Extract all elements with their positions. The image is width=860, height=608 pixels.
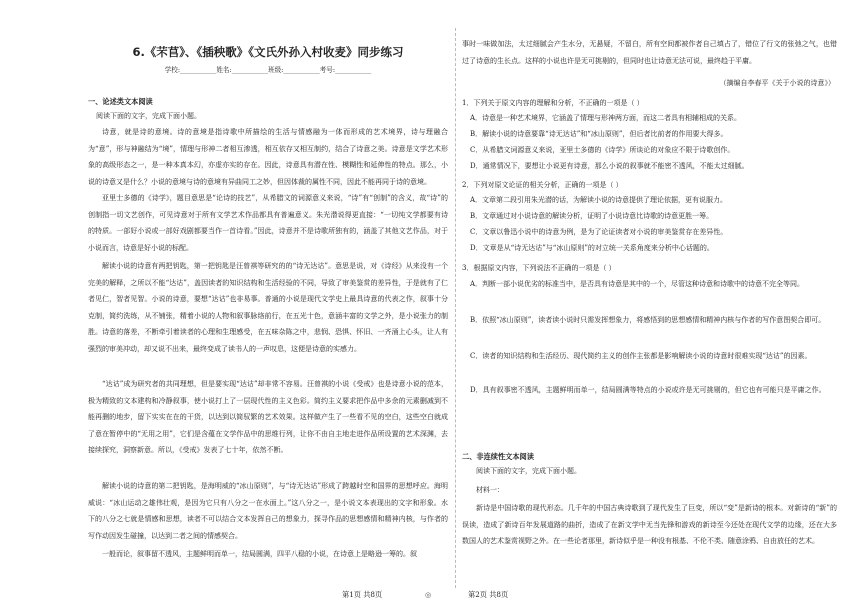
question-1-option-c: C．从希腊文词源意义来说，亚里士多德的《诗学》所谈论的对象应不限于诗歌创作。 [470, 146, 735, 154]
question-1-option-d: D．通常情况下，要想让小说更有诗意，那么小说的叙事就不能密不透风，不能太过细腻。 [470, 162, 749, 170]
article-source: （摘编自李春平《关于小说的诗意》） [719, 79, 835, 87]
section-2-instruction: 阅读下面的文字，完成下面小题。 [476, 467, 581, 475]
question-2-option-a: A．文章第二段引用朱光潜的话，为解读小说的诗意提供了理论依据，更有说服力。 [470, 196, 728, 204]
article-paragraph-6: 一般而论，叙事留不透风，主题鲜明而单一，结局圆满，四平八稳的小说，在诗意上是略逊一筹的。叙 [102, 550, 417, 558]
page-title: 6.《芣苢》、《插秧歌》《文氏外孙入村收麦》同步练习 [132, 45, 404, 59]
section-1-heading: 一、论述类文本阅读 [88, 97, 153, 106]
section-1-instruction: 阅读下面的文字，完成下面小题。 [96, 112, 201, 120]
page-divider [455, 28, 456, 588]
material-1-label: 材料一： [476, 486, 504, 494]
question-3-stem: 3．根据原文内容，下列说法不正确的一项是（ ） [462, 264, 616, 272]
question-3-option-b: B．依照“冰山原则”，读者读小说时只需发挥想象力，将感悟到的思想感情和精神内核与作者的写作意图契合即可。 [470, 316, 826, 324]
question-3-option-a: A．判断一部小说优劣的标准当中，是否具有诗意是其中的一个，尽管这种诗意和诗歌中的诗意不完全等同。 [470, 280, 805, 288]
question-1-option-a: A．诗意是一种艺术境界，它涵盖了情理与形神两方面，而这二者具有相辅相成的关系。 [470, 114, 742, 122]
section-2-heading: 二、非连续性文本阅读 [462, 452, 534, 461]
question-1-option-b: B．解读小说的诗意要靠“诗无达诂”和“冰山原则”，但后者比前者的作用要大得多。 [470, 130, 728, 138]
binding-mark-icon: ◎ [425, 590, 432, 599]
question-2-option-c: C．文章以鲁迅小说中的诗意为例，是为了论证读者对小说的审美鉴赏存在差异性。 [470, 228, 728, 236]
student-info-line: 学校:___________姓名:___________班级:___________考号:___________ [164, 66, 372, 74]
question-2-option-b: B．文章通过对小说诗意的解读分析，证明了小说诗意比诗歌的诗意更胜一筹。 [470, 212, 714, 220]
question-1-stem: 1．下列关于原文内容的理解和分析，不正确的一项是（ ） [462, 99, 644, 107]
question-3-option-d: D．具有叙事密不透风，主题鲜明而单一，结局圆满等特点的小说或许是无可挑剔的，但它也有可能只是平庸之作。 [470, 386, 826, 394]
article-paragraph-2: 亚里士多德的《诗学》，题目意思是“论诗的技艺”，从希腊文的词源意义来说，“诗”有“创制”的含义，故“诗”的创制指一切文艺创作，可见诗意对于所有文学艺术作品都具有普遍意义。朱光潜说得更直接：“一切纯文学都要有诗的特质。一部好小说或一部好戏剧都要当作一首诗看。”因此，诗意并不是诗歌所独有的，涵盖了其他文艺作品，对于小说而言，诗意是好小说的标配。 [88, 194, 448, 252]
article-paragraph-3: 解读小说的诗意有两把钥匙，第一把钥匙是汪曾祺等研究的的“诗无达诂”。意思是说，对《诗经》从来没有一个完美的解释，之所以不能“达诂”，盖因读者的知识结构和生活经验的不同，导致了审美鉴赏的差异性，于是就有了仁者见仁，智者见智。小说的诗意，要想“达诂”也非易事。普通的小说是现代文学史上最具诗意的代表之作，叙事十分克制，简约洗练，从不铺张，精着小说的人物和叙事脉络前行，在五光十色，意涵丰富的文学之外，是小说张力的制胜。诗意的落差，不断牵引着读者的心理和生理感受，在五味杂陈之中，悲悯、恐惧、怀旧、一齐涌上心头，让人有强烈的审美冲动，却又说不出来，最终变成了读书人的一声叹息，这便是诗意的实感力。 [88, 262, 448, 353]
question-2-option-d: D．文章是从“诗无达诂”与“冰山原则”的对立统一关系角度来分析中心话题的。 [470, 244, 714, 252]
article-paragraph-1: 诗意，就是诗的意境。诗的意境是指诗歌中所描绘的生活与情感融为一体而形成的艺术境界，诗与理融合为“意”，形与神融结为“境”，情理与形神二者相互渗透，相互依存又相互制约，结合了诗意之美。诗意是文学艺术形象的高级形态之一，是一种本真本幻，亦虚亦实的存在。因此，诗意具有潜在性、模糊性和延伸性的特点。那么，小说的诗意又是什么？小说的意境与诗的意境有异曲同工之妙，但因体裁的属性不同，因此不能再同于诗的意境。 [88, 128, 448, 186]
question-2-stem: 2．下列对原文论证的相关分析，正确的一项是（ ） [462, 181, 623, 189]
right-page-footer: 第2页 共8页 [468, 590, 509, 599]
question-3-option-c: C．读者的知识结构和生活经历、现代简约主义的创作主张都是影响解读小说的诗意时很难实现“达诂”的因素。 [470, 352, 812, 360]
article-paragraph-5: 解读小说的诗意的第二把钥匙，是海明威的“冰山原则”，与“诗无达诂”形成了跨越时空和国界的思想呼应。海明威说：“冰山运动之雄伟壮观，是因为它只有八分之一在水面上。”这八分之一，是小说文本表现出的文字和形象。水下的八分之七就是情感和思想，读者不可以结合文本发挥自己的想象力，探寻作品的思想感情和精神内核，与作者的写作动因发生碰撞，以达到二者之间的情感契合。 [88, 482, 448, 540]
material-1-text: 新诗是中国诗歌的现代形态。几千年的中国古典诗歌到了现代发生了巨变，所以“变”是新诗的根本。对新诗的“新”的误读，造成了新诗百年发展道路的曲折，造成了在新文学中无当先锋和游戏的新诗至今还处在现代文学的边缘，还在大多数国人的艺术鉴赏视野之外。在一些论者那里，新诗似乎是一种没有根基、不伦不类、随意涂鸦、自由放任的艺术。 [462, 504, 837, 546]
article-paragraph-4: “达诂”成为研究者的共同理想，但是要实现“达诂”却非常不容易。汪曾祺的小说《受戒》也是诗意小说的范本，极为精致的文本建构和冷静叙事，使小说打上了一层现代性的主义色彩。简约主义要求把作品中多余的元素删减到不能再删的地步，留下实实在在的干货，以达到以简驭繁的艺术效果。这样做产生了一些看不见的空白，这些空白就成了意在暂停中的“无用之用”，它们是含蕴在文学作品中的思维行列，让你不由自主地走进作品所设置的艺术深渊，去接续探究，洞察新意。所以，《受戒》发表了七十年，依然不断。 [88, 380, 448, 455]
left-page-footer: 第1页 共8页 [342, 590, 383, 599]
article-continuation: 事时一味做加法，太过细腻会产生水分，无悬疑，不留白，所有空间都被作者自己填占了，错位了行文的张弛之气，也错过了诗意的生长点。这样的小说也许是无可挑剔的，但同时也让诗意无法可说，最终趋于平庸。 [462, 40, 837, 65]
